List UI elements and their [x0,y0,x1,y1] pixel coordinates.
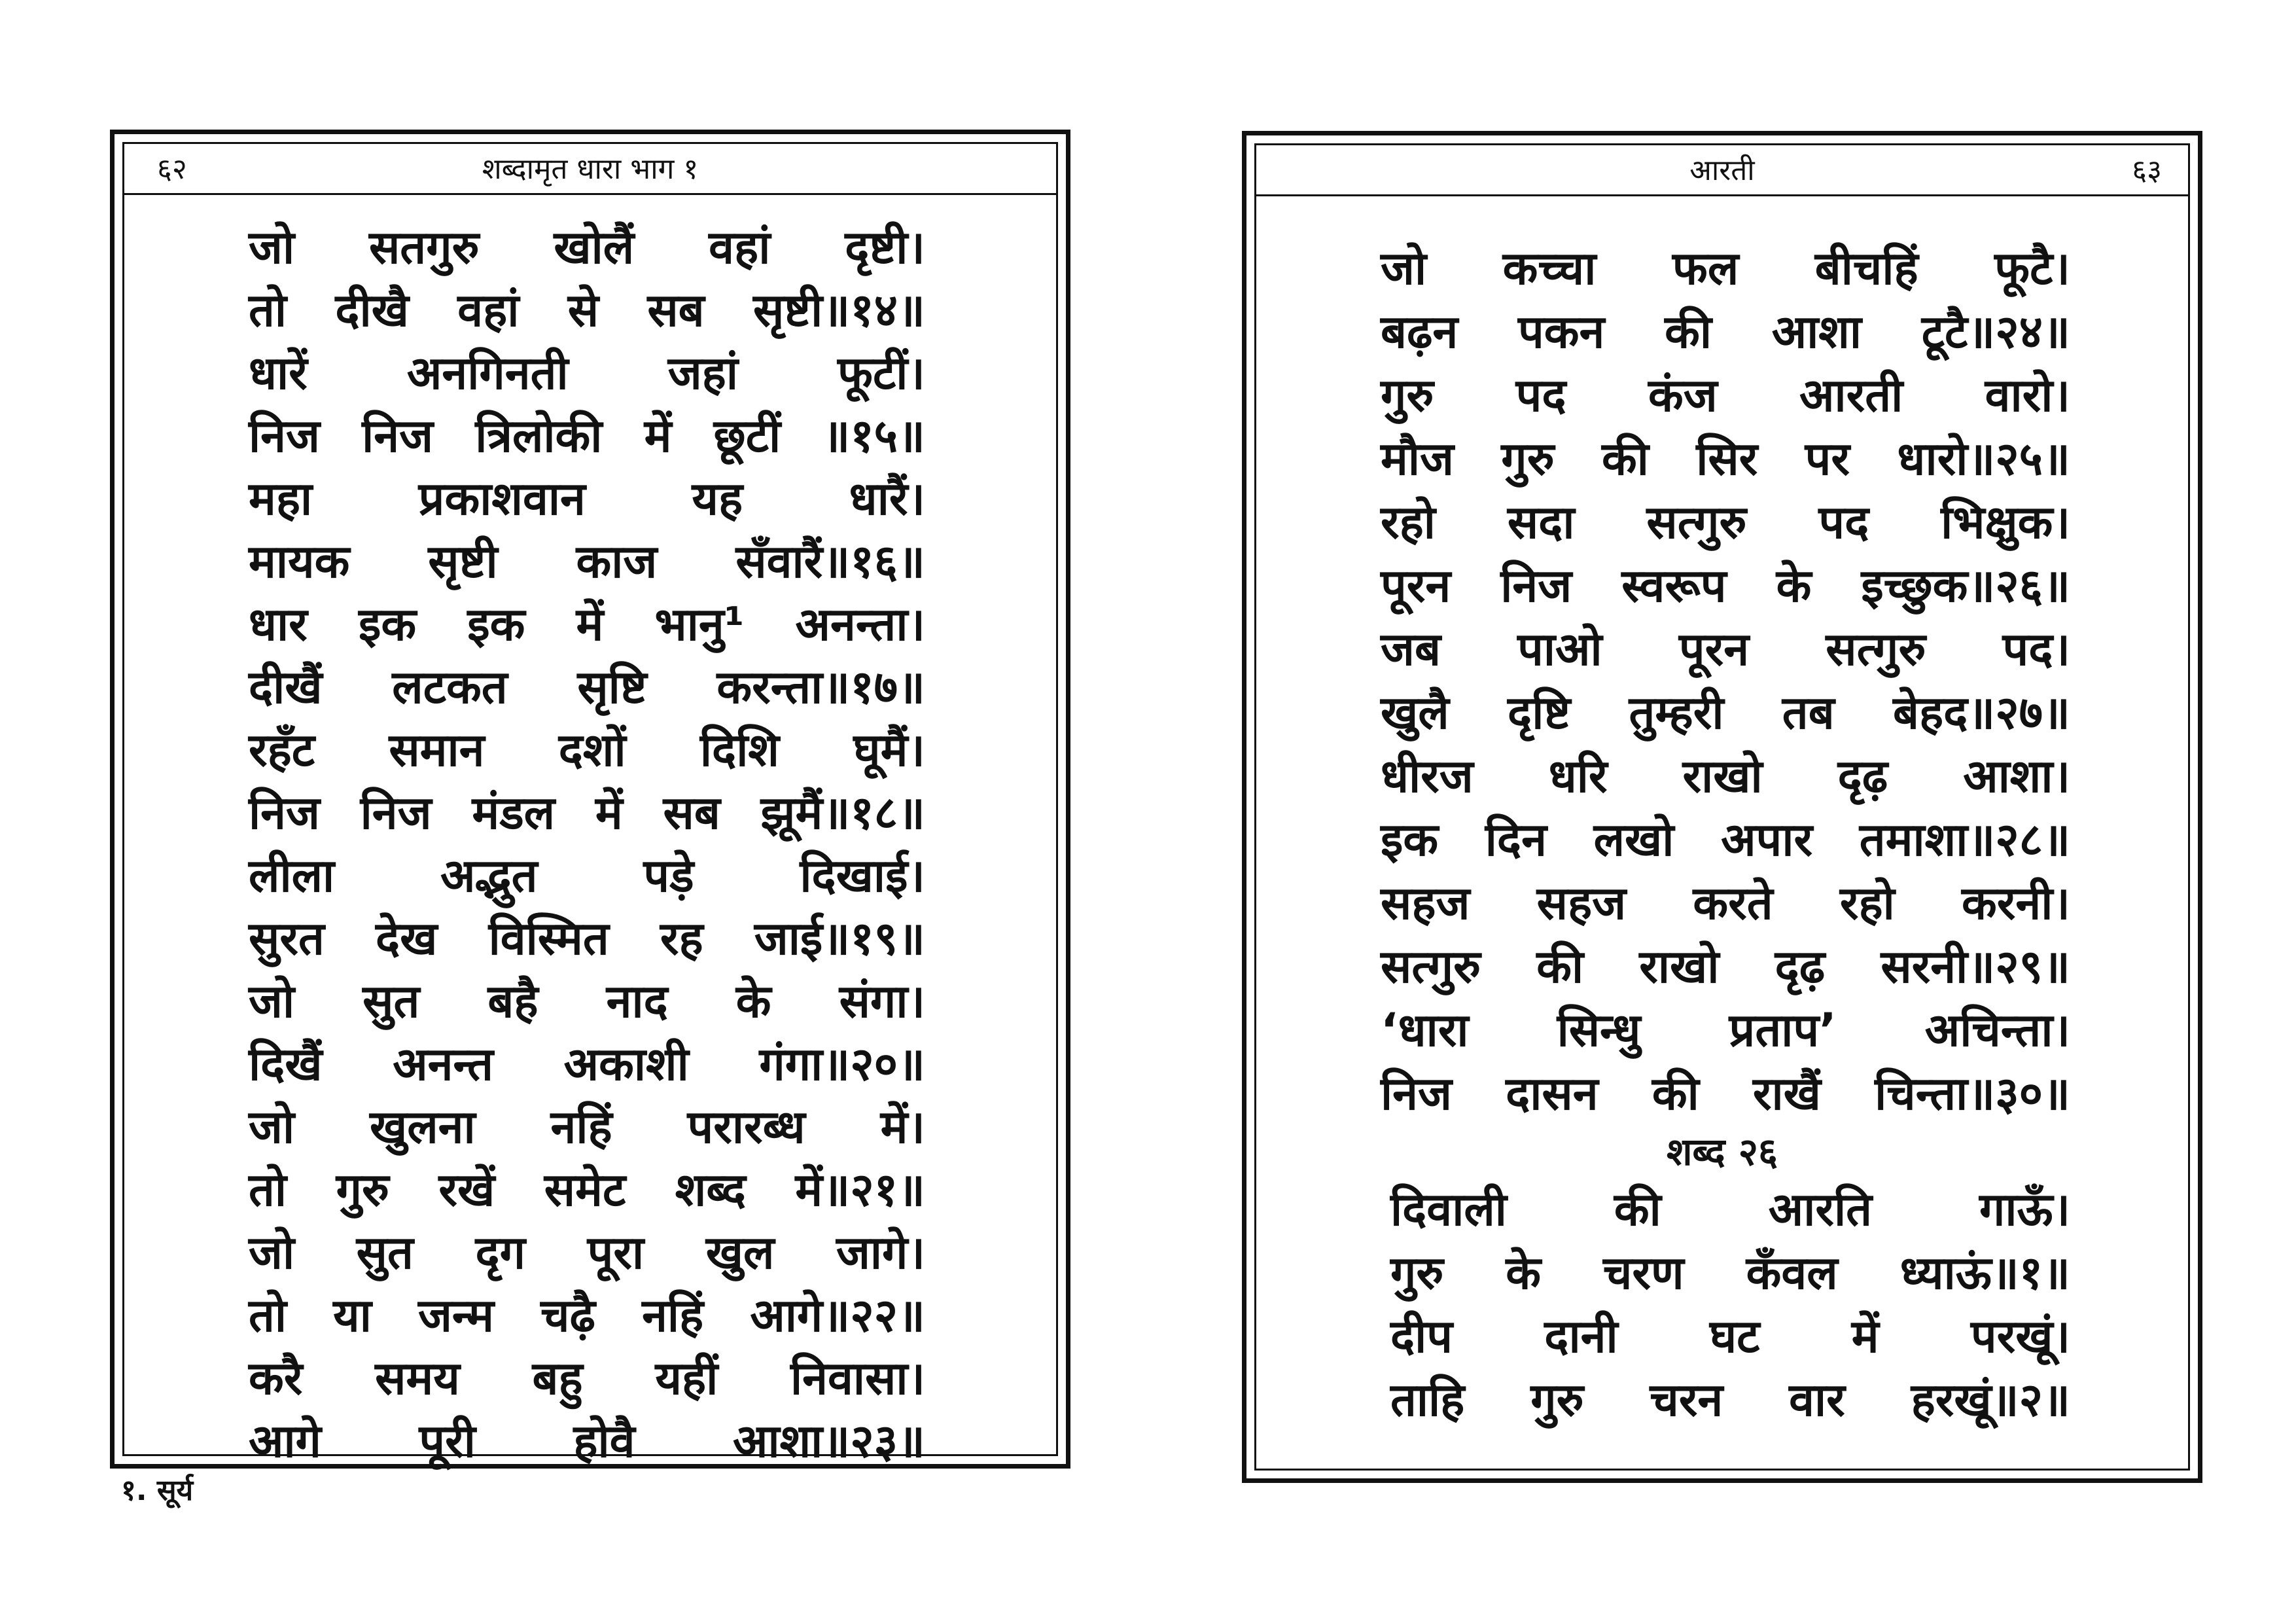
verse-line [1256,872,2188,935]
verse-word: तब [1782,686,1835,740]
footnote: १. सूर्य [121,1474,194,1507]
verse-line [1256,935,2188,999]
verse-word: जो [249,974,295,1028]
verse-line [1256,1241,2188,1305]
verse-word: जो [249,221,295,274]
verse-word: राखो [1639,940,1720,993]
verse-word: यह [692,472,743,526]
verse-word: सहज [1381,876,1470,930]
verse-word: सदा [1507,495,1575,549]
verse-line [124,1221,1056,1284]
verse-word: आरती [1799,368,1903,422]
verse-word: जन्म [417,1289,495,1342]
verse-word: धारो॥२५॥ [1897,432,2070,486]
verse-word: नहिं [642,1289,704,1342]
verse-word: धारैं। [849,472,925,526]
verse-word: परारब्ध [687,1100,805,1154]
verse-line [124,719,1056,781]
verse-word: जो [249,1226,295,1279]
verse-word: सृष्टी [428,535,498,588]
verse-word: बढ़न [1381,305,1458,359]
verse-word: पूरा [587,1226,645,1279]
verse-word: फल [1672,241,1739,295]
verse-word: अकाशी [563,1037,689,1091]
verse-word: गुरु [1390,1246,1444,1300]
verse-line [124,1410,1056,1472]
verse-line [1256,364,2188,427]
verse-word: परखूं। [1970,1310,2070,1363]
verse-word: महा [249,472,313,526]
left-page-number: ६२ [157,152,187,186]
verse-line [1256,427,2188,491]
verse-line [1256,681,2188,745]
verse-word: रहो [1839,876,1895,930]
verse-word: वहां [457,283,520,337]
verse-word: बेहद॥२७॥ [1892,686,2070,740]
verse-word: तो [249,1163,287,1217]
verse-word: में [576,597,604,651]
verse-word: खुलै [1381,686,1449,740]
verse-word: निवासा। [790,1351,925,1405]
verse-word: घूमैं। [853,723,925,777]
verse-word: निज [249,409,320,463]
left-page [110,130,1070,1469]
verse-word: त्रिलोकी [475,409,603,463]
verse-word: लखो [1593,813,1674,866]
verse-word: सृष्टि [577,660,647,714]
verse-word: सत्गुरु [1826,622,1926,676]
verse-word: रहो [1381,495,1436,549]
verse-word: मायक [249,535,350,588]
verse-word: फूटीं। [838,346,925,400]
verse-word: आशा॥२३॥ [733,1414,925,1468]
verse-word: भानु¹ [654,597,745,651]
verse-word: दीप [1390,1310,1453,1363]
verse-word: जहां [667,346,738,400]
verse-word: मंडल [472,786,556,840]
verse-word: आगे॥२२॥ [750,1289,925,1342]
verse-word: नाद [606,974,668,1028]
right-page-header [1256,145,2188,196]
verse-word: हरखूं॥२॥ [1911,1373,2070,1427]
verse-word: गुरु [1501,432,1555,486]
verse-word: सब [663,786,720,840]
verse-word: पद। [2002,622,2070,676]
verse-word: बहु [532,1351,583,1405]
verse-word: इच्छुक॥२६॥ [1861,559,2070,613]
right-verse-list [1256,237,2188,1432]
verse-line [124,404,1056,467]
verse-word: सिन्धु [1557,1003,1641,1057]
verse-line [124,1096,1056,1158]
verse-word: सुत [362,974,420,1028]
verse-word: आरति [1768,1183,1872,1236]
verse-line [124,781,1056,844]
right-page [1242,131,2202,1483]
verse-word: टूटै॥२४॥ [1921,305,2070,359]
verse-word: देख [376,912,438,965]
left-verse-list [124,216,1056,1472]
verse-word: निज [360,786,432,840]
verse-word: रह [660,912,703,965]
verse-word: में। [880,1100,925,1154]
verse-word: लटकत [392,660,508,714]
verse-word: होवै [573,1414,635,1468]
verse-line [124,342,1056,404]
left-running-title: शब्दामृत धारा भाग १ [482,152,699,186]
verse-word: जब [1381,622,1441,676]
verse-word: आशा। [1963,749,2070,803]
verse-word: रखें [438,1163,495,1217]
verse-word: तो [249,283,287,337]
verse-word: दीखैं [249,660,323,714]
verse-line [1256,999,2188,1062]
verse-word: कँवल [1746,1246,1838,1300]
verse-word: में [595,786,623,840]
verse-line [1256,808,2188,872]
verse-word: पूरन [1381,559,1451,613]
verse-word: नहिं [550,1100,612,1154]
verse-line [124,970,1056,1033]
verse-word: में [644,409,672,463]
verse-word: निज [362,409,434,463]
verse-line [124,656,1056,719]
verse-word: की [1665,305,1712,359]
verse-word: चरण [1602,1246,1684,1300]
verse-word: के [735,974,771,1028]
verse-word: आशा [1771,305,1862,359]
verse-word: समय [375,1351,460,1405]
verse-line [1256,1368,2188,1432]
verse-line [1256,554,2188,618]
left-page-inner-border [122,142,1058,1468]
verse-word: संगा। [839,974,925,1028]
verse-word: सँवारैं॥१६॥ [735,535,925,588]
verse-word: चिन्ता॥३०॥ [1875,1067,2070,1120]
verse-word: बीचहिं [1814,241,1918,295]
section-heading: शब्द २६ [1666,1130,1778,1174]
verse-word: शब्द [675,1163,746,1217]
verse-word: निज [1381,1067,1452,1120]
verse-line [1256,618,2188,681]
verse-word: दीखै [335,283,409,337]
verse-word: गाऊँ। [1979,1183,2070,1236]
verse-word: सब [647,283,705,337]
verse-word: पद [1515,368,1566,422]
verse-word: आगे [249,1414,321,1468]
verse-word: जो [249,1100,295,1154]
verse-word: पर [1805,432,1850,486]
verse-word: जागे। [836,1226,925,1279]
verse-word: निज [249,786,320,840]
right-page-number: ६३ [2132,154,2162,187]
verse-line [1256,745,2188,808]
verse-word: पूरन [1678,622,1750,676]
verse-word: पाओ [1517,622,1602,676]
verse-word: काज [576,535,658,588]
verse-word: राखैं [1752,1067,1821,1120]
left-page-header [124,144,1056,195]
verse-word: राखो [1682,749,1763,803]
verse-word: भिक्षुक। [1941,495,2070,549]
verse-line [124,844,1056,907]
verse-word: अनगिनती [406,346,569,400]
verse-word: निज [1500,559,1572,613]
verse-word: ताहि [1390,1373,1465,1427]
verse-line [124,467,1056,530]
verse-word: दिखाई। [800,849,925,902]
verse-word: ‘धारा [1381,1003,1469,1057]
verse-word: प्रकाशवान [418,472,586,526]
verse-word: चरन [1650,1373,1723,1427]
verse-word: जो [1381,241,1427,295]
verse-line [124,1158,1056,1221]
verse-word: अनन्त [393,1037,493,1091]
verse-word: ॥१५॥ [822,409,925,463]
verse-word: धारें [249,346,308,400]
verse-word: दासन [1506,1067,1598,1120]
verse-word: विस्मित [488,912,609,965]
verse-word: सत्गुरु [1381,940,1481,993]
verse-line [1256,300,2188,364]
verse-word: सरनी॥२९॥ [1881,940,2070,993]
verse-line [1256,237,2188,300]
verse-word: दशों [558,723,626,777]
verse-word: खुल [705,1226,775,1279]
verse-word: स्वरूप [1621,559,1727,613]
verse-word: अचिन्ता। [1924,1003,2070,1057]
verse-word: रहँट [249,723,315,777]
verse-word: वार [1789,1373,1845,1427]
verse-word: धीरज [1381,749,1474,803]
verse-word: अनन्ता। [795,597,925,651]
verse-word: की [1614,1183,1661,1236]
verse-word: में [1851,1310,1879,1363]
verse-word: सतगुरु [368,221,480,274]
verse-word: पकन [1517,305,1605,359]
verse-word: दिवाली [1390,1183,1507,1236]
verse-word: धार [249,597,308,651]
verse-word: दिखैं [249,1037,323,1091]
verse-word: जाई॥१९॥ [754,912,925,965]
verse-word: पड़े [643,849,694,902]
verse-word: झूमैं॥१८॥ [760,786,925,840]
verse-word: फूटै। [1994,241,2070,295]
verse-word: दिशि [699,723,779,777]
verse-word: अद्भुत [440,849,538,902]
verse-word: करन्ता॥१७॥ [716,660,925,714]
verse-word: धरि [1548,749,1608,803]
verse-word: तुम्हरी [1629,686,1724,740]
verse-word: दृढ़ [1837,749,1888,803]
verse-word: अपार [1721,813,1813,866]
verse-word: घट [1709,1310,1760,1363]
verse-word: कंज [1648,368,1718,422]
verse-word: प्रताप’ [1729,1003,1837,1057]
verse-word: में॥२१॥ [795,1163,925,1217]
verse-word: सहज [1536,876,1627,930]
verse-word: दिन [1485,813,1547,866]
verse-word: दृष्टि [1508,686,1571,740]
verse-word: दानी [1544,1310,1618,1363]
verse-word: चढ़ै [540,1289,595,1342]
verse-word: के [1506,1246,1541,1300]
verse-word: करनी। [1962,876,2070,930]
verse-word: करते [1693,876,1773,930]
verse-word: समान [389,723,485,777]
verse-word: इक [1381,813,1439,866]
verse-line [124,1033,1056,1096]
verse-word: करै [249,1351,303,1405]
verse-word: सत्गुरु [1646,495,1747,549]
verse-line [1256,1305,2188,1368]
verse-word: वहां [709,221,771,274]
verse-line [124,530,1056,593]
verse-word: तमाशा॥२८॥ [1859,813,2070,866]
verse-word: यहीं [655,1351,718,1405]
verse-word: तो [249,1289,287,1342]
verse-word: सुरत [249,912,325,965]
verse-word: गुरु [1530,1373,1584,1427]
verse-word: गुरु [336,1163,389,1217]
verse-word: दृढ़ [1775,940,1826,993]
verse-word: ध्याऊं॥१॥ [1899,1246,2070,1300]
verse-word: वारो। [1985,368,2070,422]
verse-line [124,1347,1056,1410]
verse-word: खोलैं [554,221,635,274]
verse-line [124,907,1056,970]
verse-word: के [1776,559,1812,613]
verse-word: की [1601,432,1649,486]
right-running-title: आरती [1689,154,1755,187]
verse-line [1256,491,2188,554]
verse-word: सिर [1696,432,1758,486]
verse-word: दृग [475,1226,526,1279]
verse-word: या [333,1289,372,1342]
verse-word: पद [1818,495,1869,549]
verse-word: दृष्टी। [845,221,925,274]
verse-word: गुरु [1381,368,1434,422]
verse-word: पूरी [419,1414,476,1468]
verse-word: सृष्टी॥१४॥ [752,283,925,337]
verse-line [124,593,1056,656]
verse-line [1256,1178,2188,1241]
verse-word: की [1651,1067,1699,1120]
verse-line [124,279,1056,342]
verse-word: छूटीं [713,409,781,463]
verse-word: कच्चा [1502,241,1597,295]
verse-word: इक [467,597,525,651]
verse-word: की [1536,940,1584,993]
verse-word: गंगा॥२०॥ [759,1037,925,1091]
verse-word: खुलना [369,1100,476,1154]
right-page-inner-border [1254,143,2190,1471]
verse-word: इक [358,597,417,651]
verse-word: मौज [1381,432,1454,486]
verse-line [1256,1062,2188,1126]
verse-line [124,1284,1056,1347]
verse-word: से [567,283,599,337]
verse-word: समेट [544,1163,626,1217]
verse-word: लीला [249,849,335,902]
verse-line [124,216,1056,279]
verse-word: सुत [356,1226,414,1279]
verse-word: बहै [487,974,539,1028]
